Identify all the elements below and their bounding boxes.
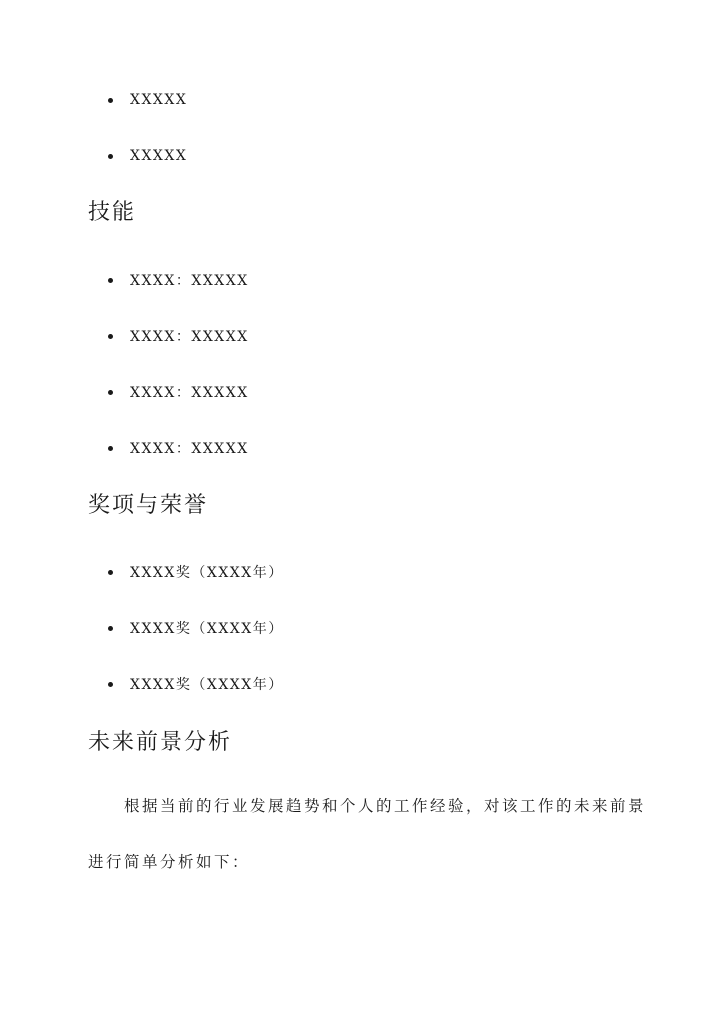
bullet-icon <box>108 154 113 159</box>
section-heading-skills: 技能 <box>88 200 137 225</box>
list-item <box>108 616 284 640</box>
list-item-text: XXXX奖（XXXX年） <box>130 677 284 693</box>
bullet-icon <box>108 626 113 631</box>
section-heading-outlook: 未来前景分析 <box>88 730 233 755</box>
outlook-paragraph: 根据当前的行业发展趋势和个人的工作经验，对该工作的未来前景进行简单分析如下： <box>88 797 647 871</box>
list-item <box>108 436 249 460</box>
list-item <box>108 672 284 696</box>
list-item <box>108 560 284 584</box>
list-item-text: XXXXX <box>130 92 188 108</box>
bullet-icon <box>108 570 113 575</box>
list-item-text: XXXX奖（XXXX年） <box>130 565 284 581</box>
bullet-icon <box>108 98 113 103</box>
list-item <box>108 88 187 112</box>
list-item-text: XXXX奖（XXXX年） <box>130 621 284 637</box>
list-item-text: XXXX：XXXXX <box>130 273 249 289</box>
list-item <box>108 324 249 348</box>
list-item-text: XXXX：XXXXX <box>130 385 249 401</box>
list-item <box>108 144 187 168</box>
bullet-icon <box>108 446 113 451</box>
bullet-icon <box>108 334 113 339</box>
bullet-icon <box>108 390 113 395</box>
bullet-icon <box>108 682 113 687</box>
list-item <box>108 380 249 404</box>
list-item <box>108 268 249 292</box>
bullet-icon <box>108 278 113 283</box>
list-item-text: XXXXX <box>130 148 188 164</box>
section-heading-awards: 奖项与荣誉 <box>88 493 209 518</box>
list-item-text: XXXX：XXXXX <box>130 329 249 345</box>
list-item-text: XXXX：XXXXX <box>130 441 249 457</box>
